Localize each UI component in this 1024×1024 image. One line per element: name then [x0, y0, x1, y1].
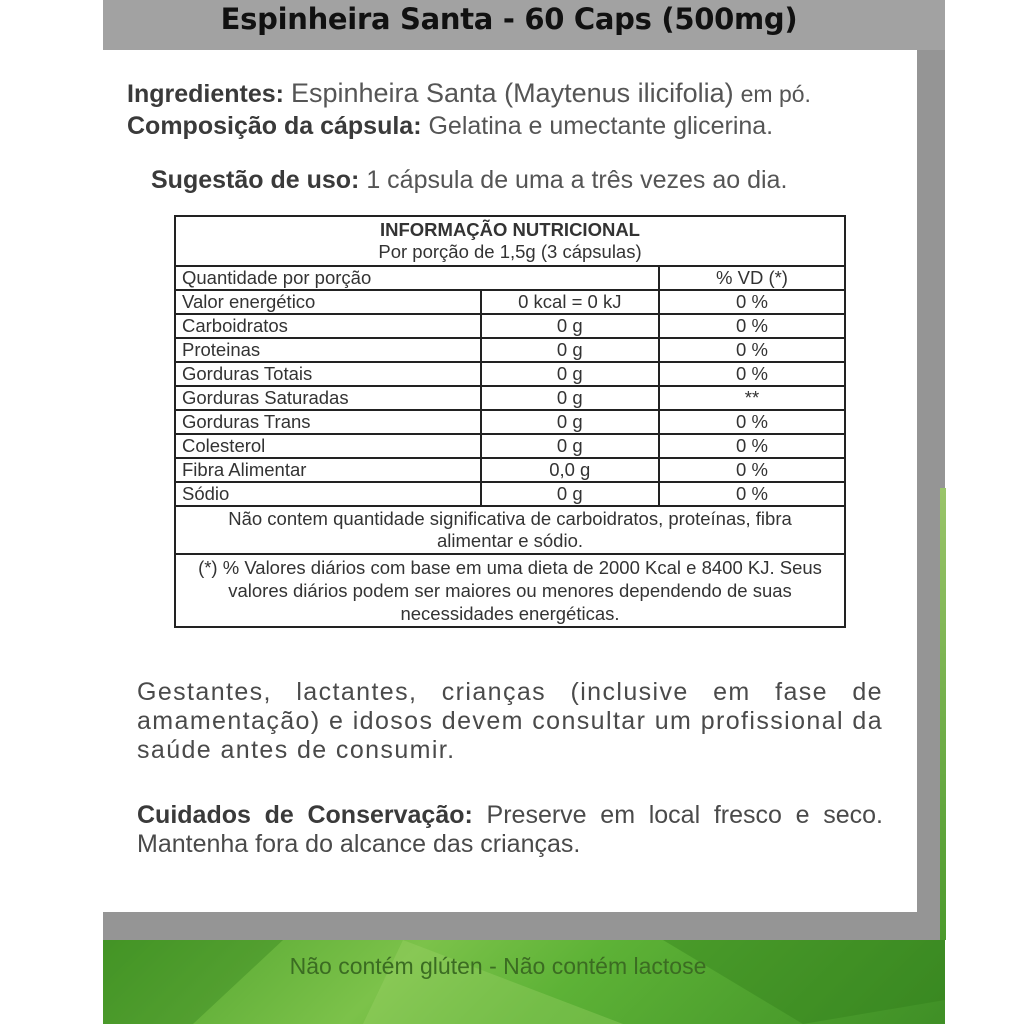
nutrient-amount: 0 g	[481, 386, 659, 410]
care-text	[137, 801, 883, 859]
product-title: Espinheira Santa - 60 Caps (500mg)	[220, 2, 798, 36]
nutrition-row	[175, 314, 845, 338]
nutrition-row	[175, 434, 845, 458]
nutrient-name: Carboidratos	[175, 314, 481, 338]
nutrient-vd: **	[659, 386, 845, 410]
capsule-line	[127, 112, 773, 141]
nutrient-amount: 0 g	[481, 482, 659, 506]
nutrient-name: Proteinas	[175, 338, 481, 362]
ingredients-value: Espinheira Santa (Maytenus ilicifolia)	[290, 78, 734, 108]
nutrient-name: Valor energético	[175, 290, 481, 314]
nutrition-title: INFORMAÇÃO NUTRICIONAL	[379, 219, 640, 240]
nutrient-name: Gorduras Totais	[175, 362, 481, 386]
nutrition-row	[175, 362, 845, 386]
capsule-label: Composição da cápsula:	[127, 112, 422, 140]
nutrition-column-row	[175, 266, 845, 290]
nutrition-row	[175, 338, 845, 362]
nutrient-name: Sódio	[175, 482, 481, 506]
nutrition-table	[174, 215, 846, 628]
nutrient-name: Gorduras Saturadas	[175, 386, 481, 410]
nutrition-note: Não contem quantidade significativa de carboidratos, proteínas, fibra alimentar e sódio.	[175, 506, 845, 554]
care-label: Cuidados de Conservação:	[137, 801, 473, 829]
nutrition-footnote: (*) % Valores diários com base em uma dieta de 2000 Kcal e 8400 KJ. Seus valores diários podem ser maiores ou menores dependendo de suas necessidades energéticas.	[175, 554, 845, 627]
nutrient-amount: 0 kcal = 0 kJ	[481, 290, 659, 314]
nutrient-vd: 0 %	[659, 338, 845, 362]
nutrient-vd: 0 %	[659, 290, 845, 314]
nutrient-vd: 0 %	[659, 434, 845, 458]
nutrition-note-row	[175, 506, 845, 554]
usage-label: Sugestão de uso:	[151, 166, 360, 194]
nutrient-name: Gorduras Trans	[175, 410, 481, 434]
nutrition-row	[175, 410, 845, 434]
ingredients-suffix: em pó.	[740, 81, 811, 107]
nutrient-amount: 0 g	[481, 314, 659, 338]
nutrient-amount: 0 g	[481, 362, 659, 386]
capsule-value: Gelatina e umectante glicerina.	[428, 112, 774, 140]
nutrient-vd: 0 %	[659, 410, 845, 434]
nutrition-header-row	[175, 216, 845, 266]
col-quantity: Quantidade por porção	[175, 266, 659, 290]
nutrient-amount: 0 g	[481, 338, 659, 362]
ingredients-label: Ingredientes:	[127, 80, 284, 108]
warning-text: Gestantes, lactantes, crianças (inclusive em fase de amamentação) e idosos devem consultar um profissional da saúde antes de consumir.	[137, 678, 883, 764]
ingredients-line	[127, 78, 811, 109]
usage-value: 1 cápsula de uma a três vezes ao dia.	[366, 166, 788, 194]
nutrient-vd: 0 %	[659, 314, 845, 338]
nutrient-name: Colesterol	[175, 434, 481, 458]
nutrition-row	[175, 386, 845, 410]
care-value: Preserve em local fresco e seco. Mantenha fora do alcance das crianças.	[137, 801, 883, 858]
nutrition-row	[175, 482, 845, 506]
usage-line	[151, 166, 787, 195]
nutrient-amount: 0 g	[481, 434, 659, 458]
nutrition-row	[175, 458, 845, 482]
nutrient-vd: 0 %	[659, 458, 845, 482]
col-vd: % VD (*)	[659, 266, 845, 290]
nutrient-vd: 0 %	[659, 362, 845, 386]
nutrition-row	[175, 290, 845, 314]
nutrient-name: Fibra Alimentar	[175, 458, 481, 482]
nutrition-footnote-row	[175, 554, 845, 627]
nutrient-amount: 0,0 g	[481, 458, 659, 482]
nutrient-amount: 0 g	[481, 410, 659, 434]
allergen-note: Não contém glúten - Não contém lactose	[289, 953, 707, 979]
nutrient-vd: 0 %	[659, 482, 845, 506]
nutrition-serving: Por porção de 1,5g (3 cápsulas)	[378, 241, 642, 262]
green-strip	[940, 488, 946, 940]
